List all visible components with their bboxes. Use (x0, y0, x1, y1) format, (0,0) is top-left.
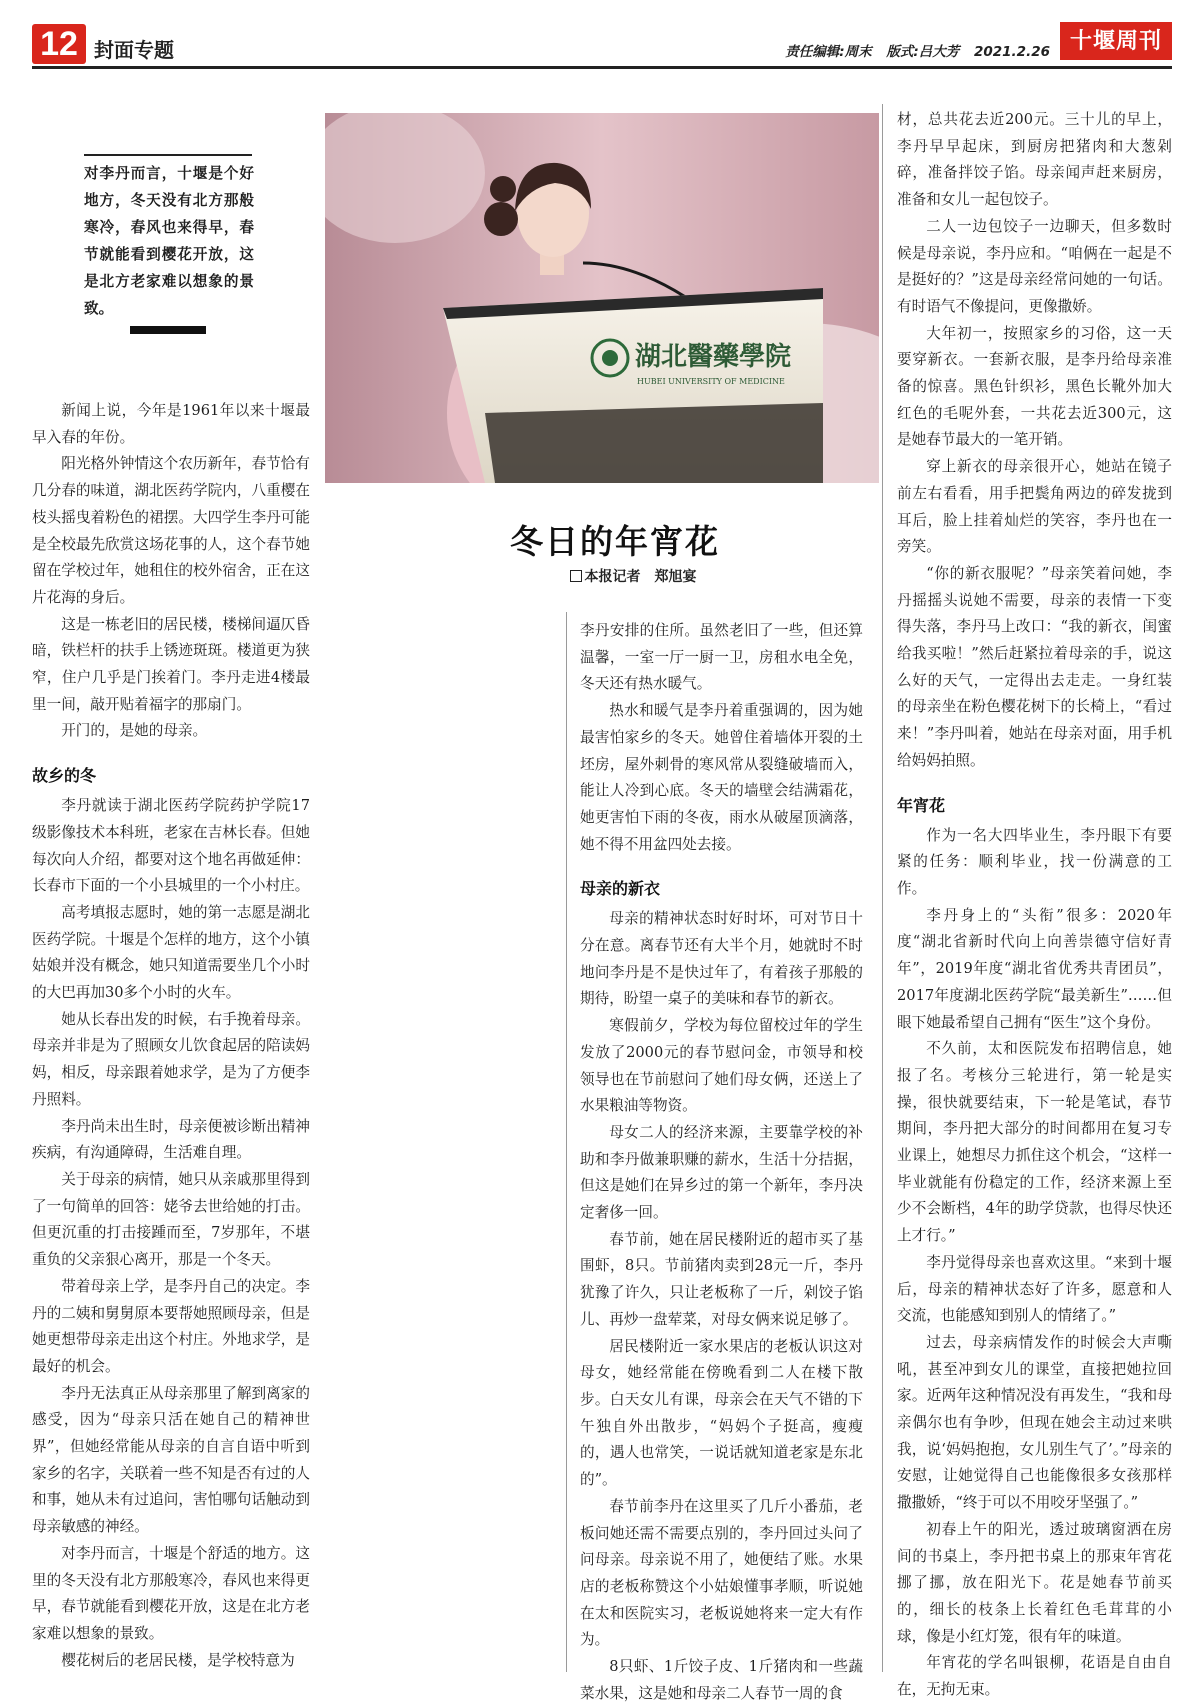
column-2 (580, 618, 863, 1707)
paragraph: 8只虾、1斤饺子皮、1斤猪肉和一些蔬菜水果，这是她和母亲二人春节一周的食 (580, 1658, 863, 1702)
paragraph: 大年初一，按照家乡的习俗，这一天要穿新衣。一套新衣服，是李丹给母亲准备的惊喜。黑色针织衫，黑色长靴外加大红色的毛呢外套，一共花去近300元，这是她春节最大的一笔开销。 (897, 324, 1172, 449)
paragraph: 居民楼附近一家水果店的老板认识这对母女，她经常能在傍晚看到二人在楼下散步。白天女儿有课，母亲会在天气不错的下午独自外出散步，“妈妈个子挺高，瘦瘦的，遇人也常笑，一说话就知道老家是东北的”。 (580, 1337, 863, 1489)
paragraph: 初春上午的阳光，透过玻璃窗洒在房间的书桌上，李丹把书桌上的那束年宵花挪了挪，放在阳光下。花是她春节前买的，细长的枝条上长着红色毛茸茸的小球，像是小红灯笼，很有年的味道。 (897, 1520, 1172, 1645)
paragraph: 母亲的精神状态时好时坏，可对节日十分在意。离春节还有大半个月，她就时不时地问李丹是不是快过年了，有着孩子那般的期待，盼望一桌子的美味和春节的新衣。 (580, 910, 863, 1008)
photo-illustration (325, 113, 879, 483)
section-title: 封面专题 (94, 38, 174, 62)
paragraph: 热水和暖气是李丹着重强调的，因为她最害怕家乡的冬天。她曾住着墙体开裂的土坯房，屋外刺骨的寒风常从裂缝破墙而入，能让人冷到心底。冬天的墙壁会结满霜花，她更害怕下雨的冬夜，雨水从破屋顶滴落，她不得不用盆四处去接。 (580, 702, 863, 853)
page-number: 12 (32, 24, 86, 64)
column-divider (566, 612, 567, 1672)
paragraph: 春节前李丹在这里买了几斤小番茄，老板问她还需不需要点别的，李丹回过头问了问母亲。母亲说不用了，她便结了账。水果店的老板称赞这个小姑娘懂事孝顺，听说她在太和医院实习，老板说她将来一定大有作为。 (580, 1497, 863, 1649)
paragraph: 李丹安排的住所。虽然老旧了一些，但还算温馨，一室一厅一厨一卫，房租水电全免，冬天还有热水暖气。 (580, 622, 863, 693)
article-title: 冬日的年宵花 (510, 522, 720, 561)
byline (533, 566, 733, 586)
paragraph: 新闻上说，今年是1961年以来十堰最早入春的年份。 (32, 402, 310, 446)
editor-credit: 责任编辑:周末 (785, 44, 872, 60)
paragraph: 春节前，她在居民楼附近的超市买了基围虾，8只。节前猪肉卖到28元一斤，李丹犹豫了许久，只让老板称了一斤，剁饺子馅儿、再炒一盘荤菜，对母女俩来说足够了。 (580, 1230, 863, 1328)
podium-name-en: HUBEI UNIVERSITY OF MEDICINE (637, 377, 785, 386)
article-photo (325, 113, 879, 483)
subheading: 母亲的新衣 (580, 879, 661, 899)
paragraph: 她从长春出发的时候，右手挽着母亲。母亲并非是为了照顾女儿饮食起居的陪读妈妈，相反，母亲跟着她求学，是为了方便李丹照料。 (32, 1010, 310, 1108)
paragraph: 李丹尚未出生时，母亲便被诊断出精神疾病，有沟通障碍，生活难自理。 (32, 1117, 310, 1162)
column-divider (882, 104, 883, 1672)
page-header (32, 20, 1172, 64)
podium-name: 湖北醫藥學院 (635, 342, 792, 372)
paragraph: 二人一边包饺子一边聊天，但多数时候是母亲说，李丹应和。“咱俩在一起是不是挺好的？”这是母亲经常问她的一句话。有时语气不像提问，更像撒娇。 (897, 217, 1172, 315)
column-3 (897, 107, 1172, 1704)
publication-logo: 十堰周刊 (1060, 22, 1172, 60)
paragraph: 带着母亲上学，是李丹自己的决定。李丹的二姨和舅舅原本要帮她照顾母亲，但是她更想带母亲走出这个村庄。外地求学，是最好的机会。 (32, 1277, 310, 1375)
paragraph: 开门的，是她的母亲。 (61, 722, 208, 740)
paragraph: 不久前，太和医院发布招聘信息，她报了名。考核分三轮进行，第一轮是实操，很快就要结束，下一轮是笔试，春节期间，李丹把大部分的时间都用在复习专业课上，她想尽力抓住这个机会，“这样一毕业就能有份稳定的工作，经济来源上至少不会断档，4年的助学贷款，也得尽快还上才行。” (897, 1040, 1172, 1245)
layout-credit: 版式:吕大芳 (886, 44, 960, 60)
paragraph: 穿上新衣的母亲很开心，她站在镜子前左右看看，用手把鬓角两边的碎发拢到耳后，脸上挂着灿烂的笑容，李丹也在一旁笑。 (897, 458, 1172, 556)
subheading: 年宵花 (897, 795, 946, 815)
paragraph: “你的新衣服呢？”母亲笑着问她，李丹摇摇头说她不需要，母亲的表情一下变得失落，李丹马上改口：“我的新衣，闺蜜给我买啦！”然后赶紧拉着母亲的手，说这么好的天气，一定得出去走走。一身红装的母亲坐在粉色樱花树下的长椅上，“看过来！”李丹叫着，她站在母亲对面，用手机给妈妈拍照。 (897, 564, 1172, 769)
paragraph: 李丹身上的“头衔”很多：2020年度“湖北省新时代向上向善崇德守信好青年”，2019年度“湖北省优秀共青团员”，2017年度湖北医药学院“最美新生”……但眼下她最希望自己拥有“医生”这个身份。 (897, 906, 1172, 1031)
paragraph: 李丹觉得母亲也喜欢这里。“来到十堰后，母亲的精神状态好了许多，愿意和人交流，也能感知到别人的情绪了。” (897, 1253, 1172, 1325)
paragraph: 关于母亲的病情，她只从亲戚那里得到了一句简单的回答：姥爷去世给她的打击。但更沉重的打击接踵而至，7岁那年，不堪重负的父亲狠心离开，那是一个冬天。 (32, 1170, 310, 1269)
paragraph: 阳光格外钟情这个农历新年，春节恰有几分春的味道，湖北医药学院内，八重樱在枝头摇曳着粉色的裙摆。大四学生李丹可能是全校最先欣赏这场花事的人，这个春节她留在学校过年，她租住的校外宿舍，正在这片花海的身后。 (32, 455, 310, 606)
credits (775, 40, 1050, 60)
paragraph: 李丹无法真正从母亲那里了解到离家的感受，因为“母亲只活在她自己的精神世界”，但她经常能从母亲的自言自语中听到家乡的名字，关联着一些不知是否有过的人和事，她从未有过追问，害怕哪句话触动到母亲敏感的神经。 (32, 1384, 310, 1536)
paragraph: 母女二人的经济来源，主要靠学校的补助和李丹做兼职赚的薪水，生活十分拮据，但这是她们在异乡过的第一个新年，李丹决定奢侈一回。 (580, 1123, 863, 1222)
paragraph: 材，总共花去近200元。三十儿的早上，李丹早早起床，到厨房把猪肉和大葱剁碎，准备拌饺子馅。母亲闻声赶来厨房，准备和女儿一起包饺子。 (897, 111, 1172, 209)
paragraph: 这是一栋老旧的居民楼，楼梯间逼仄昏暗，铁栏杆的扶手上锈迹斑斑。楼道更为狭窄，住户几乎是门挨着门。李丹走进4楼最里一间，敲开贴着福字的那扇门。 (32, 615, 310, 713)
paragraph: 高考填报志愿时，她的第一志愿是湖北医药学院。十堰是个怎样的地方，这个小镇姑娘并没有概念，她只知道需要坐几个小时的大巴再加30多个小时的火车。 (32, 903, 310, 1002)
byline-square-icon (570, 570, 582, 582)
column-1 (32, 398, 310, 1674)
byline-text: 本报记者 郑旭宴 (584, 569, 697, 585)
pull-quote-bar (130, 326, 206, 334)
paragraph: 作为一名大四毕业生，李丹眼下有要紧的任务：顺利毕业，找一份满意的工作。 (897, 826, 1172, 897)
paragraph: 过去，母亲病情发作的时候会大声嘶吼，甚至冲到女儿的课堂，直接把她拉回家。近两年这种情况没有再发生，“我和母亲偶尔也有争吵，但现在她会主动过来哄我，说‘妈妈抱抱，女儿别生气了’。”母亲的安慰，让她觉得自己也能像很多女孩那样撒撒娇，“终于可以不用咬牙坚强了。” (897, 1333, 1172, 1512)
paragraph: 樱花树后的老居民楼，是学校特意为 (61, 1651, 295, 1669)
paragraph: 年宵花的学名叫银柳，花语是自由自在，无拘无束。 (897, 1654, 1172, 1699)
paragraph: 寒假前夕，学校为每位留校过年的学生发放了2000元的春节慰问金，市领导和校领导也在节前慰问了她们母女俩，还送上了水果粮油等物资。 (580, 1017, 863, 1115)
paragraph: 李丹就读于湖北医药学院药护学院17级影像技术本科班，老家在吉林长春。但她每次向人介绍，都要对这个地名再做延伸：长春市下面的一个小县城里的一个小村庄。 (32, 797, 310, 895)
issue-date: 2021.2.26 (973, 44, 1050, 60)
subheading: 故乡的冬 (32, 766, 97, 786)
paragraph: 对李丹而言，十堰是个舒适的地方。这里的冬天没有北方那般寒冷，春风也来得更早，春节就能看到樱花开放，这是在北方老家难以想象的景致。 (32, 1544, 310, 1642)
header-rule (32, 66, 1172, 69)
pull-quote-top-rule (84, 154, 252, 156)
pull-quote: 对李丹而言，十堰是个好地方，冬天没有北方那般寒冷，春风也来得早，春节就能看到樱花开放，这是北方老家难以想象的景致。 (84, 165, 254, 317)
